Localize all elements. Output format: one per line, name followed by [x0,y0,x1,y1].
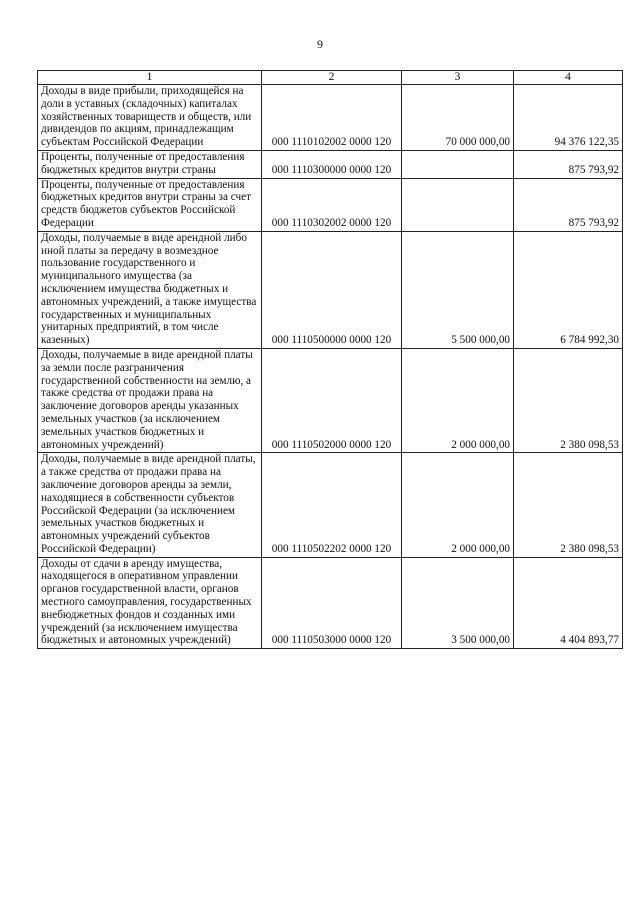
row-code: 000 1110102002 0000 120 [262,85,402,151]
row-name: Доходы от сдачи в аренду имущества, находящегося в оперативном управлении органов государственной власти, органов местного самоуправления, государственных внебюджетных фондов и созданных ими учреждений (за исключением имущества бюджетных и автономных учреждений) [38,557,262,649]
row-code: 000 1110502202 0000 120 [262,453,402,557]
row-code: 000 1110302002 0000 120 [262,178,402,231]
row-actual: 94 376 122,35 [514,85,623,151]
row-name: Доходы, получаемые в виде арендной либо иной платы за передачу в возмездное пользование государственного и муниципального имущества (за исключением имущества бюджетных и автономных учреждений, а также имущества государственных и муниципальных унитарных предприятий, в том числе казенных) [38,231,262,348]
table-header-row [38,71,623,85]
table-row [38,348,623,452]
table-row [38,231,623,348]
row-plan: 5 500 000,00 [402,231,514,348]
row-plan: 70 000 000,00 [402,85,514,151]
table-row [38,178,623,231]
page-number: 9 [317,37,323,51]
row-plan: 2 000 000,00 [402,453,514,557]
table-row [38,85,623,151]
row-name: Доходы, получаемые в виде арендной платы, а также средства от продажи права на заключение договоров аренды за земли, находящиеся в собственности субъектов Российской Федерации (за исключением земельных участков бюджетных и автономных учреждений субъектов Российской Федерации) [38,453,262,557]
row-name: Доходы в виде прибыли, приходящейся на доли в уставных (складочных) капиталах хозяйственных товариществ и обществ, или дивидендов по акциям, принадлежащим субъектам Российской Федерации [38,85,262,151]
row-name: Проценты, полученные от предоставления бюджетных кредитов внутри страны за счет средств бюджетов субъектов Российской Федерации [38,178,262,231]
table-row [38,453,623,557]
row-name: Проценты, полученные от предоставления бюджетных кредитов внутри страны [38,150,262,178]
row-code: 000 1110502000 0000 120 [262,348,402,452]
column-header-4: 4 [514,71,623,85]
row-actual: 4 404 893,77 [514,557,623,649]
budget-revenue-table [37,70,623,649]
row-actual: 2 380 098,53 [514,453,623,557]
row-code: 000 1110300000 0000 120 [262,150,402,178]
row-name: Доходы, получаемые в виде арендной платы за земли после разграничения государственной собственности на землю, а также средства от продажи права на заключение договоров аренды указанных земельных участков (за исключением земельных участков бюджетных и автономных учреждений) [38,348,262,452]
row-actual: 2 380 098,53 [514,348,623,452]
row-actual: 6 784 992,30 [514,231,623,348]
column-header-2: 2 [262,71,402,85]
row-plan: 3 500 000,00 [402,557,514,649]
row-actual: 875 793,92 [514,150,623,178]
column-header-1: 1 [38,71,262,85]
row-code: 000 1110500000 0000 120 [262,231,402,348]
row-plan [402,178,514,231]
table-row [38,557,623,649]
row-actual: 875 793,92 [514,178,623,231]
row-plan: 2 000 000,00 [402,348,514,452]
table-row [38,150,623,178]
column-header-3: 3 [402,71,514,85]
row-code: 000 1110503000 0000 120 [262,557,402,649]
row-plan [402,150,514,178]
